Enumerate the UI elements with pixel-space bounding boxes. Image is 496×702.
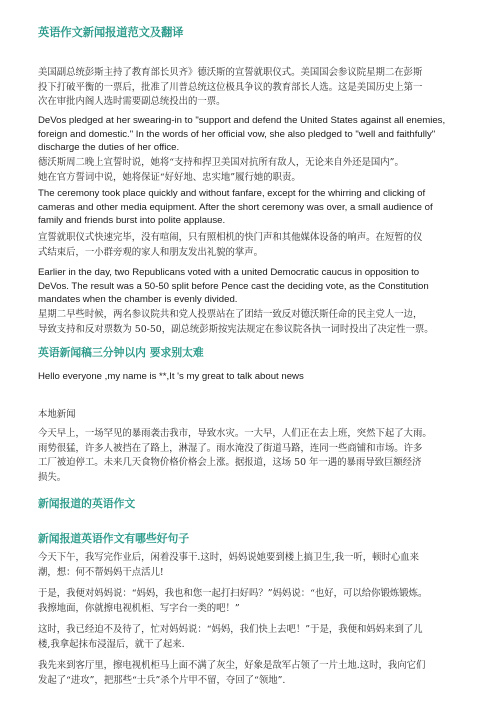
- text-line: family and friends burst into polite applause.: [38, 215, 226, 227]
- text-line: 损失。: [38, 471, 67, 483]
- text-line: 雨势很猛，许多人被挡在了路上，淋湿了。雨水淹没了街道马路，连同一些商铺和市场。许多: [38, 442, 423, 454]
- text-line: 今天早上，一场罕见的暴雨袭击我市，导致水灾。一大早，人们正在去上班，突然下起了大雨。: [38, 428, 432, 439]
- text-line: 她在官方誓词中说，她将保证“好好地、忠实地”履行她的职责。: [38, 171, 301, 183]
- paragraph-zh-3: [38, 308, 462, 337]
- text-line: 次在审批内阁人选时需要副总统投出的一票。: [38, 96, 226, 108]
- text-line: 投下打破平衡的一票后，批准了川普总统这位极具争议的教育部长人选。这是美国历史上第一: [38, 81, 423, 93]
- text-line: 德沃斯周二晚上宣誓时说，她将“支持和捍卫美国对抗所有敌人，无论来自外还是国内”。: [38, 157, 404, 168]
- story-paragraph-2: [38, 587, 462, 616]
- story-paragraph-3: [38, 623, 462, 652]
- paragraph-en-1: [38, 114, 462, 155]
- greeting-line-en: Hello everyone ,my name is **,It 's my great to talk about news: [38, 371, 304, 382]
- text-line: foreign and domestic." In the words of her official vow, she also pledged to "well and faithfully": [38, 128, 436, 140]
- text-line: 式结束后，一小群旁观的家人和朋友发出礼貌的掌声。: [38, 246, 264, 258]
- text-line: Earlier in the day, two Republicans voted with a united Democratic caucus in opposition to: [38, 267, 420, 278]
- section-heading-good-sentences: 新闻报道英语作文有哪些好句子: [38, 532, 190, 545]
- section-heading-news-script: 英语新闻稿三分钟以内 要求别太难: [38, 346, 204, 359]
- text-line: 楼,我拿起抹布浸湿后，就干了起来.: [38, 638, 185, 650]
- text-line: 导致支持和反对票数为 50-50，副总统彭斯按宪法规定在参议院各执一词时投出了决定性一票。: [38, 323, 434, 335]
- text-line: 星期二早些时候，两名参议院共和党人投票站在了团结一致反对德沃斯任命的民主党人一边，: [38, 309, 423, 320]
- paragraph-en-3: [38, 266, 462, 307]
- text-line: 这时，我已经迫不及待了，忙对妈妈说：“妈妈，我们快上去吧！”于是，我便和妈妈来到了儿: [38, 624, 423, 635]
- paragraph-zh-2: [38, 231, 462, 260]
- text-line: 于是，我便对妈妈说：“妈妈，我也和您一起打扫好吗？”妈妈说：“也好，可以给你锻炼锻炼。: [38, 588, 428, 599]
- intro-paragraph-zh: [38, 66, 462, 110]
- text-line: 宣誓就职仪式快速完毕，没有喧闹，只有照相机的快门声和其他媒体设备的响声。在短暂的仪: [38, 232, 423, 243]
- text-line: DeVos. The result was a 50-50 split before Pence cast the deciding vote, as the Constitution: [38, 280, 429, 292]
- story-paragraph-1: [38, 551, 462, 580]
- text-line: 发起了“进攻”，把那些“士兵”杀个片甲不留，夺回了“领地”.: [38, 674, 286, 686]
- story-paragraph-4: [38, 659, 462, 688]
- text-line: 工厂被迫停工。未来几天食物价格价格会上涨。据报道，这场 50 年一遇的暴雨导致巨额经济: [38, 457, 422, 469]
- local-news-label: 本地新闻: [38, 409, 76, 420]
- text-line: 潮，想：何不帮妈妈干点活儿!: [38, 566, 164, 578]
- text-line: DeVos pledged at her swearing-in to "support and defend the United States against all enemies,: [38, 115, 446, 126]
- text-line: 今天下午，我写完作业后，闲着没事干.这时，妈妈说她要到楼上搞卫生,我一听，顿时心血来: [38, 552, 419, 563]
- text-line: cameras and other media equipment. After the short ceremony was over, a small audience of: [38, 201, 433, 213]
- text-line: mandates when the chamber is evenly divided.: [38, 294, 238, 306]
- text-line: 美国副总统彭斯主持了教育部长贝齐》德沃斯的宣誓就职仪式。美国国会参议院星期二在彭斯: [38, 67, 423, 78]
- text-line: 我擦地面，你就擦电视机柜、写字台一类的吧！”: [38, 602, 240, 614]
- paragraph-en-2: [38, 187, 462, 228]
- text-line: discharge the duties of her office.: [38, 142, 180, 154]
- local-news-paragraph: [38, 427, 462, 485]
- text-line: 我先来到客厅里，擦电视机柜马上面不满了灰尘，好象是敌军占领了一片土地.这时，我向它们: [38, 660, 426, 671]
- section-heading-news-essay: 新闻报道的英语作文: [38, 497, 136, 510]
- page-title: 英语作文新闻报道范文及翻译: [38, 26, 184, 39]
- text-line: The ceremony took place quickly and without fanfare, except for the whirring and clicking of: [38, 188, 426, 199]
- paragraph-zh-1: [38, 156, 462, 185]
